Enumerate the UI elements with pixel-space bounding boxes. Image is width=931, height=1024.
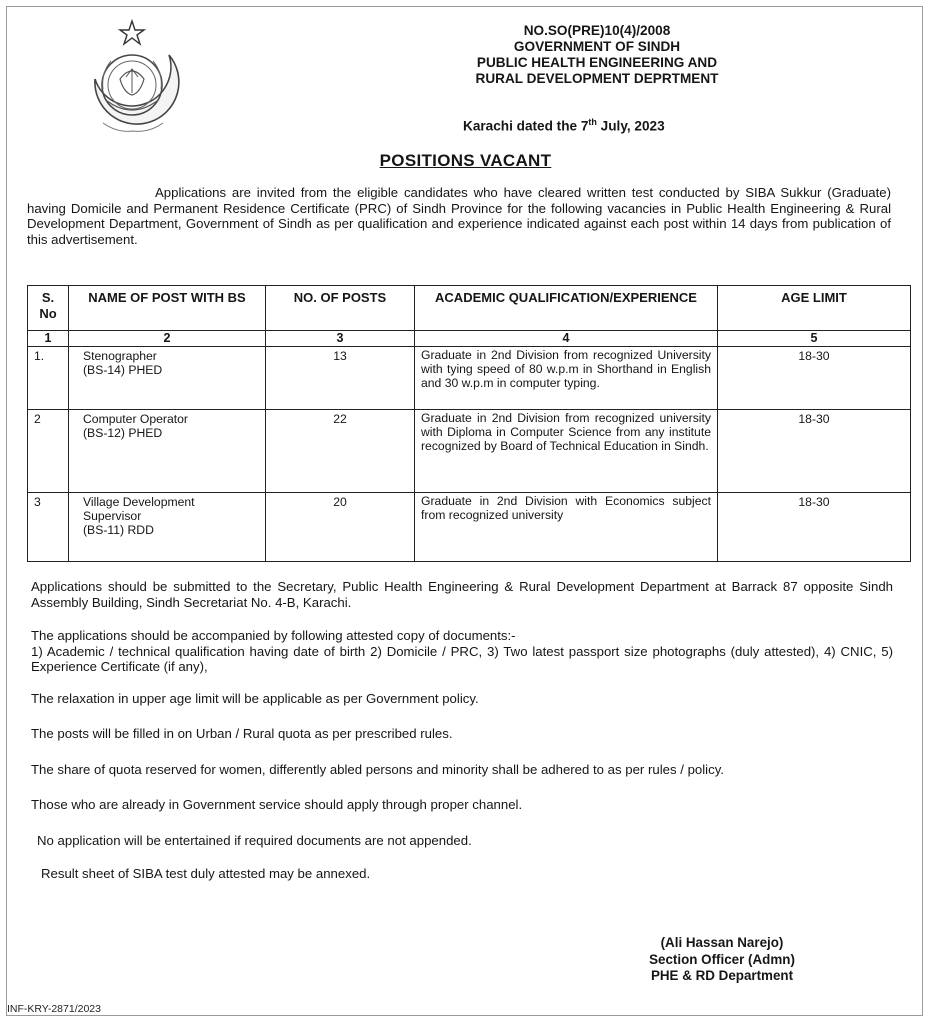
- signatory-designation: Section Officer (Admn): [649, 951, 795, 967]
- table-row: [28, 493, 911, 562]
- reserved-quota-note: The share of quota reserved for women, differently abled persons and minority shall be adhered to as per rules / policy.: [31, 761, 724, 777]
- department-line-2: RURAL DEVELOPMENT DEPRTMENT: [475, 71, 719, 86]
- row-post-name: Village Development Supervisor (BS-11) RDD: [69, 493, 266, 562]
- row-qualification: Graduate in 2nd Division with Economics subject from recognized university: [415, 493, 718, 562]
- row-sno: 2: [28, 410, 69, 493]
- government-service-note: Those who are already in Government service should apply through proper channel.: [31, 797, 523, 812]
- signatory-department: PHE & RD Department: [650, 968, 794, 983]
- date-line: Karachi dated the 7th July, 2023: [463, 117, 665, 134]
- header-name-of-post: NAME OF POST WITH BS: [69, 286, 266, 331]
- column-number: 2: [69, 331, 266, 347]
- table-row: [28, 410, 911, 493]
- row-sno: 3: [28, 493, 69, 562]
- column-number: 5: [718, 331, 911, 347]
- row-post-name: Stenographer (BS-14) PHED: [69, 347, 266, 410]
- department-line-1: PUBLIC HEALTH ENGINEERING AND: [476, 55, 718, 70]
- documents-list: 1) Academic / technical qualification having date of birth 2) Domicile / PRC, 3) Two latest passport size photographs (duly attested), 4) CNIC, 5) Experience Certificate (if any),: [31, 643, 893, 674]
- signatory-name: (Ali Hassan Narejo): [660, 935, 784, 950]
- advertisement-sheet: [6, 6, 923, 1016]
- header-age-limit: AGE LIMIT: [718, 286, 911, 331]
- column-number: 4: [415, 331, 718, 347]
- star-icon: [120, 21, 144, 44]
- intro-paragraph: Applications are invited from the eligible candidates who have cleared written test conducted by SIBA Sukkur (Graduate) having Domicile and Permanent Residence Certificate (PRC) of Sindh Province for the following vacancies in Public Health Engineering & Rural Development Department, Government of Sindh as per qualification and experience indicated against each post within 14 days from publication of this advertisement.: [27, 185, 892, 247]
- column-number-row: [28, 331, 911, 347]
- documents-heading: The applications should be accompanied by following attested copy of documents:-: [31, 628, 516, 643]
- row-age-limit: 18-30: [718, 347, 911, 410]
- government-name: GOVERNMENT OF SINDH: [513, 39, 681, 54]
- letterhead: [337, 23, 857, 87]
- advertisement-reference: INF-KRY-2871/2023: [7, 1003, 101, 1015]
- header-number-of-posts: NO. OF POSTS: [266, 286, 415, 331]
- quota-note: The posts will be filled in on Urban / Rural quota as per prescribed rules.: [31, 726, 453, 741]
- advertisement-body: [31, 579, 893, 882]
- incomplete-application-note: No application will be entertained if required documents are not appended.: [37, 832, 472, 848]
- page-title: POSITIONS VACANT: [379, 151, 552, 170]
- row-number-of-posts: 20: [266, 493, 415, 562]
- row-post-name: Computer Operator (BS-12) PHED: [69, 410, 266, 493]
- row-sno: 1.: [28, 347, 69, 410]
- age-relaxation-note: The relaxation in upper age limit will be applicable as per Government policy.: [31, 690, 479, 706]
- signature-block: [607, 935, 837, 985]
- row-number-of-posts: 22: [266, 410, 415, 493]
- column-number: 1: [28, 331, 69, 347]
- header-qualification: ACADEMIC QUALIFICATION/EXPERIENCE: [415, 286, 718, 331]
- row-qualification: Graduate in 2nd Division from recognized University with tying speed of 80 w.p.m in Shorthand in English and 30 w.p.m in computer typing.: [415, 347, 718, 410]
- column-number: 3: [266, 331, 415, 347]
- row-qualification: Graduate in 2nd Division from recognized university with Diploma in Computer Science from any institute recognized by Board of Technical Education in Sindh.: [415, 410, 718, 493]
- table-header-row: [28, 286, 911, 331]
- table-row: [28, 347, 911, 410]
- header-sno: S. No: [28, 286, 69, 331]
- submission-paragraph: Applications should be submitted to the Secretary, Public Health Engineering & Rural Development Department at Barrack 87 opposite Sindh Assembly Building, Sindh Secretariat No. 4-B, Karachi.: [31, 579, 893, 610]
- result-sheet-note: Result sheet of SIBA test duly attested may be annexed.: [41, 866, 371, 881]
- vacancies-table: [27, 285, 911, 562]
- row-number-of-posts: 13: [266, 347, 415, 410]
- sindh-government-emblem: [73, 19, 191, 143]
- row-age-limit: 18-30: [718, 410, 911, 493]
- row-age-limit: 18-30: [718, 493, 911, 562]
- reference-number: NO.SO(PRE)10(4)/2008: [523, 23, 671, 38]
